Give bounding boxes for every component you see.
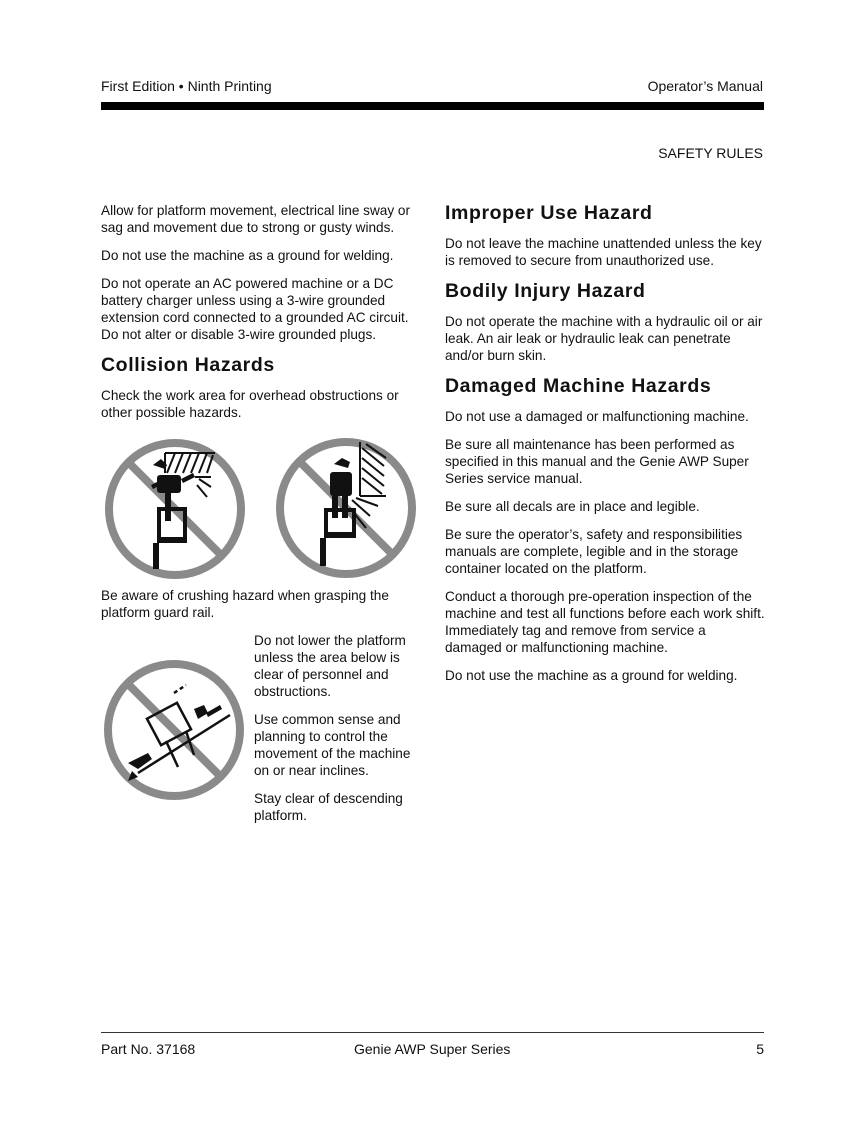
edition-label: First Edition • Ninth Printing: [101, 78, 272, 94]
damaged-text-6: Do not use the machine as a ground for welding.: [445, 668, 738, 683]
header-rule: [101, 102, 764, 110]
lower-platform-notes: [254, 632, 424, 835]
side-collision-icon: [274, 436, 418, 580]
improper-text: Do not leave the machine unattended unless the key is removed to secure from unauthorized use.: [445, 236, 762, 268]
overhead-collision-icon: [103, 437, 247, 581]
intro-paragraph-2: Do not use the machine as a ground for welding.: [101, 248, 394, 263]
damaged-text-5: Conduct a thorough pre-operation inspection of the machine and test all functions before each work shift. Immediately tag and remove from service a damaged or malfunctioning machine.: [445, 589, 765, 655]
damaged-text-1: Do not use a damaged or malfunctioning machine.: [445, 409, 749, 424]
footer-rule: [101, 1032, 764, 1033]
crush-text: Be aware of crushing hazard when grasping the platform guard rail.: [101, 588, 389, 620]
lower-text-1: Do not lower the platform unless the area below is clear of personnel and obstructions.: [254, 633, 406, 699]
damaged-text-4: Be sure the operator’s, safety and responsibilities manuals are complete, legible and in the storage container located on the platform.: [445, 527, 743, 576]
lower-text-3: Stay clear of descending platform.: [254, 791, 403, 823]
right-column: [445, 202, 765, 695]
damaged-text-2: Be sure all maintenance has been performed as specified in this manual and the Genie AWP Super Series service manual.: [445, 437, 749, 486]
bodily-text: Do not operate the machine with a hydraulic oil or air leak. An air leak or hydraulic leak can penetrate and/or burn skin.: [445, 314, 763, 363]
collision-heading: Collision Hazards: [101, 354, 275, 376]
section-title: SAFETY RULES: [658, 145, 763, 161]
incline-descend-icon: [102, 657, 246, 803]
improper-heading: Improper Use Hazard: [445, 202, 653, 224]
damaged-text-3: Be sure all decals are in place and legible.: [445, 499, 700, 514]
lower-text-2: Use common sense and planning to control the movement of the machine on or near inclines.: [254, 712, 411, 778]
intro-paragraph-3: Do not operate an AC powered machine or a DC battery charger unless using a 3-wire grounded extension cord connected to a grounded AC circuit. Do not alter or disable 3-wire grounded plugs.: [101, 276, 409, 342]
manual-label: Operator’s Manual: [647, 78, 763, 94]
bodily-heading: Bodily Injury Hazard: [445, 280, 646, 302]
collision-text: Check the work area for overhead obstructions or other possible hazards.: [101, 388, 399, 420]
series-name: Genie AWP Super Series: [354, 1041, 511, 1057]
page-number: 5: [756, 1041, 764, 1057]
part-number: Part No. 37168: [101, 1041, 196, 1057]
intro-paragraph-1: Allow for platform movement, electrical line sway or sag and movement due to strong or gusty winds.: [101, 203, 410, 235]
damaged-heading: Damaged Machine Hazards: [445, 375, 712, 397]
left-column: [101, 202, 423, 432]
